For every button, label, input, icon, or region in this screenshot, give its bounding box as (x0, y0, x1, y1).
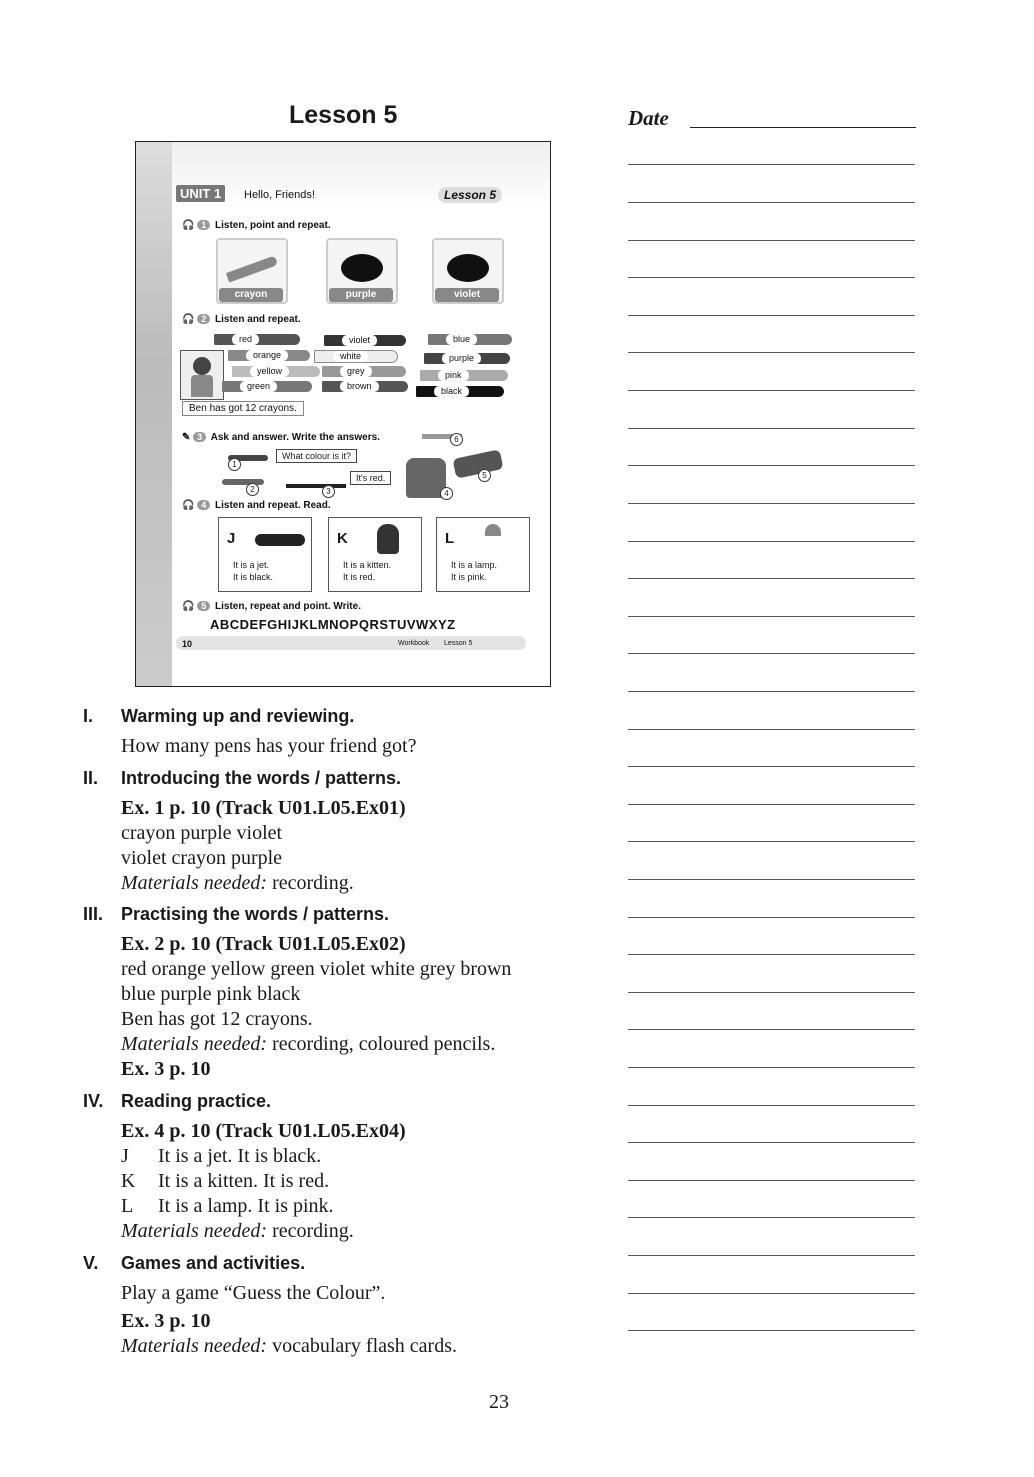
crayon-word: violet (342, 335, 377, 346)
section-3-line-2: blue purple pink black (121, 983, 301, 1005)
section-2-line-1: crayon purple violet (121, 822, 283, 844)
ex2-heading (182, 314, 301, 325)
note-line (628, 1142, 915, 1143)
section-5-text: Play a game “Guess the Colour”. (121, 1282, 386, 1304)
pencil-icon: ✎ (182, 432, 191, 443)
section-3-numeral: III. (83, 904, 104, 924)
crayon-white (314, 350, 398, 363)
crayon-green (222, 381, 312, 392)
note-line (628, 841, 915, 842)
reading-row-j (121, 1145, 321, 1168)
ex4-number: 4 (197, 500, 210, 510)
section-3-exercise-2: Ex. 3 p. 10 (121, 1058, 211, 1080)
page-number: 23 (489, 1391, 509, 1413)
crayon-icon (226, 255, 278, 282)
materials-text: recording. (267, 1220, 354, 1242)
section-3-heading: Practising the words / patterns. (121, 904, 390, 924)
note-line (628, 1067, 915, 1068)
crayon-yellow (232, 366, 320, 377)
answer-bubble: It's red. (350, 471, 391, 485)
note-line (628, 1293, 915, 1294)
crayon-word: pink (438, 370, 469, 381)
color-swatch-icon (447, 254, 489, 282)
ex1-heading (182, 220, 331, 231)
note-line (628, 1180, 915, 1181)
note-line (628, 428, 915, 429)
crayon-violet (324, 335, 406, 346)
crayon-word: black (434, 386, 469, 397)
crayon-grey (322, 366, 406, 377)
page-title: Lesson 5 (289, 101, 398, 129)
note-line (628, 503, 915, 504)
book-footer-lesson: Lesson 5 (444, 640, 473, 647)
note-line (628, 352, 915, 353)
pencil-item-icon (286, 484, 346, 488)
crayon-word: red (232, 334, 259, 345)
note-line (628, 1217, 915, 1218)
crayon-word: blue (446, 334, 477, 345)
section-5-numeral: V. (83, 1253, 99, 1273)
footer-bar (176, 636, 526, 650)
number-marker: 2 (246, 483, 259, 496)
materials-label: Materials needed: (121, 1335, 268, 1357)
crayon-black (416, 386, 504, 397)
ben-avatar (180, 350, 224, 400)
date-line (690, 127, 916, 128)
ex4-heading (182, 500, 331, 511)
purple-label: purple (329, 288, 393, 302)
crayon-word: grey (340, 366, 372, 377)
book-page-number: 10 (182, 639, 193, 649)
note-line (628, 164, 915, 165)
number-marker: 3 (322, 485, 335, 498)
ex1-number: 1 (197, 220, 210, 230)
note-line (628, 1029, 915, 1030)
note-line (628, 691, 915, 692)
note-line (628, 1255, 915, 1256)
ex2-caption: Ben has got 12 crayons. (182, 401, 304, 416)
crayon-word: white (333, 351, 368, 362)
section-2-exercise: Ex. 1 p. 10 (Track U01.L05.Ex01) (121, 797, 406, 819)
ex5-instruction: Listen, repeat and point. Write. (215, 601, 361, 612)
row-letter: K (121, 1170, 136, 1192)
section-3-line-1: red orange yellow green violet white grey brown (121, 958, 512, 980)
section-4-exercise: Ex. 4 p. 10 (Track U01.L05.Ex04) (121, 1120, 406, 1142)
picture-letter: J (227, 530, 236, 547)
crayon-orange (228, 350, 310, 361)
crayon-word: brown (340, 381, 379, 392)
picture-line1: It is a lamp. (451, 560, 498, 570)
section-3-line-3: Ben has got 12 crayons. (121, 1008, 313, 1030)
note-line (628, 465, 915, 466)
note-line (628, 202, 915, 203)
row-text: It is a kitten. It is red. (158, 1170, 330, 1192)
crayon-label: crayon (219, 288, 283, 302)
ex3-number: 3 (193, 432, 206, 442)
pen-icon (222, 479, 264, 485)
book-lesson-label: Lesson 5 (438, 187, 502, 203)
section-3-exercise: Ex. 2 p. 10 (Track U01.L05.Ex02) (121, 933, 406, 955)
ex2-number: 2 (197, 314, 210, 324)
ex3-instruction: Ask and answer. Write the answers. (210, 432, 380, 443)
picture-card-j (218, 517, 312, 592)
ex2-instruction: Listen and repeat. (215, 314, 301, 325)
crayon-word: green (240, 381, 277, 392)
section-2-heading: Introducing the words / patterns. (121, 768, 402, 788)
crayon-purple (424, 353, 510, 364)
picture-line2: It is black. (233, 572, 274, 582)
section-4-numeral: IV. (83, 1091, 104, 1111)
headphones-icon: 🎧 (182, 500, 195, 511)
section-2-line-2: violet crayon purple (121, 847, 283, 869)
color-swatch-icon (341, 254, 383, 282)
crayon-blue (428, 334, 512, 345)
crayon-word: purple (442, 353, 481, 364)
row-letter: J (121, 1145, 129, 1167)
note-line (628, 1330, 915, 1331)
note-line (628, 240, 915, 241)
crayon-brown (322, 381, 408, 392)
note-line (628, 277, 915, 278)
note-line (628, 917, 915, 918)
number-marker: 5 (478, 469, 491, 482)
note-line (628, 879, 915, 880)
crayon-red (214, 334, 300, 345)
ex1-instruction: Listen, point and repeat. (215, 220, 331, 231)
section-2-numeral: II. (83, 768, 99, 788)
picture-line2: It is pink. (451, 572, 487, 582)
date-label: Date (628, 106, 669, 130)
note-line (628, 541, 915, 542)
section-4-materials (121, 1220, 354, 1243)
reading-row-k (121, 1170, 329, 1193)
side-band (136, 142, 172, 686)
row-text: It is a jet. It is black. (158, 1145, 322, 1167)
reading-row-l (121, 1195, 334, 1218)
note-line (628, 766, 915, 767)
picture-letter: K (337, 530, 348, 547)
section-5-heading: Games and activities. (121, 1253, 306, 1273)
picture-card-k (328, 517, 422, 592)
picture-letter: L (445, 530, 455, 547)
headphones-icon: 🎧 (182, 314, 195, 325)
materials-text: recording. (267, 872, 354, 894)
section-3-materials (121, 1033, 495, 1056)
note-line (628, 992, 915, 993)
note-line (628, 1105, 915, 1106)
number-marker: 4 (440, 487, 453, 500)
jet-icon (255, 534, 305, 546)
question-bubble: What colour is it? (276, 449, 357, 463)
ex4-instruction: Listen and repeat. Read. (215, 500, 331, 511)
note-line (628, 954, 915, 955)
number-marker: 6 (450, 433, 463, 446)
note-line (628, 653, 915, 654)
note-line (628, 616, 915, 617)
materials-text: recording, coloured pencils. (267, 1033, 496, 1055)
note-line (628, 578, 915, 579)
note-line (628, 729, 915, 730)
textbook-page-image (135, 141, 551, 687)
row-text: It is a lamp. It is pink. (158, 1195, 334, 1217)
kitten-icon (377, 524, 399, 554)
lamp-icon (485, 524, 501, 536)
section-5-materials (121, 1335, 457, 1358)
section-5-exercise: Ex. 3 p. 10 (121, 1310, 211, 1332)
ex5-number: 5 (197, 601, 210, 611)
ex5-heading (182, 601, 361, 612)
materials-text: vocabulary flash cards. (267, 1335, 457, 1357)
crayon-pink (420, 370, 508, 381)
picture-line1: It is a jet. (233, 560, 270, 570)
unit-label: UNIT 1 (176, 185, 225, 202)
note-line (628, 315, 915, 316)
picture-line1: It is a kitten. (343, 560, 392, 570)
section-1-numeral: I. (83, 706, 94, 726)
violet-label: violet (435, 288, 499, 302)
book-footer-label: Workbook (398, 640, 430, 647)
picture-line2: It is red. (343, 572, 376, 582)
materials-label: Materials needed: (121, 1033, 268, 1055)
note-line (628, 390, 915, 391)
materials-label: Materials needed: (121, 1220, 268, 1242)
ex3-heading (182, 432, 380, 443)
section-1-text: How many pens has your friend got? (121, 735, 417, 757)
section-1-heading: Warming up and reviewing. (121, 706, 355, 726)
headphones-icon: 🎧 (182, 601, 195, 612)
headphones-icon: 🎧 (182, 220, 195, 231)
row-letter: L (121, 1195, 134, 1217)
materials-label: Materials needed: (121, 872, 268, 894)
crayon-word: orange (246, 350, 288, 361)
section-2-materials (121, 872, 354, 895)
number-marker: 1 (228, 458, 241, 471)
note-line (628, 804, 915, 805)
picture-card-l (436, 517, 530, 592)
alphabet: ABCDEFGHIJKLMNOPQRSTUVWXYZ (210, 617, 456, 632)
section-4-heading: Reading practice. (121, 1091, 272, 1111)
unit-title: Hello, Friends! (244, 189, 315, 201)
crayon-word: yellow (250, 366, 289, 377)
